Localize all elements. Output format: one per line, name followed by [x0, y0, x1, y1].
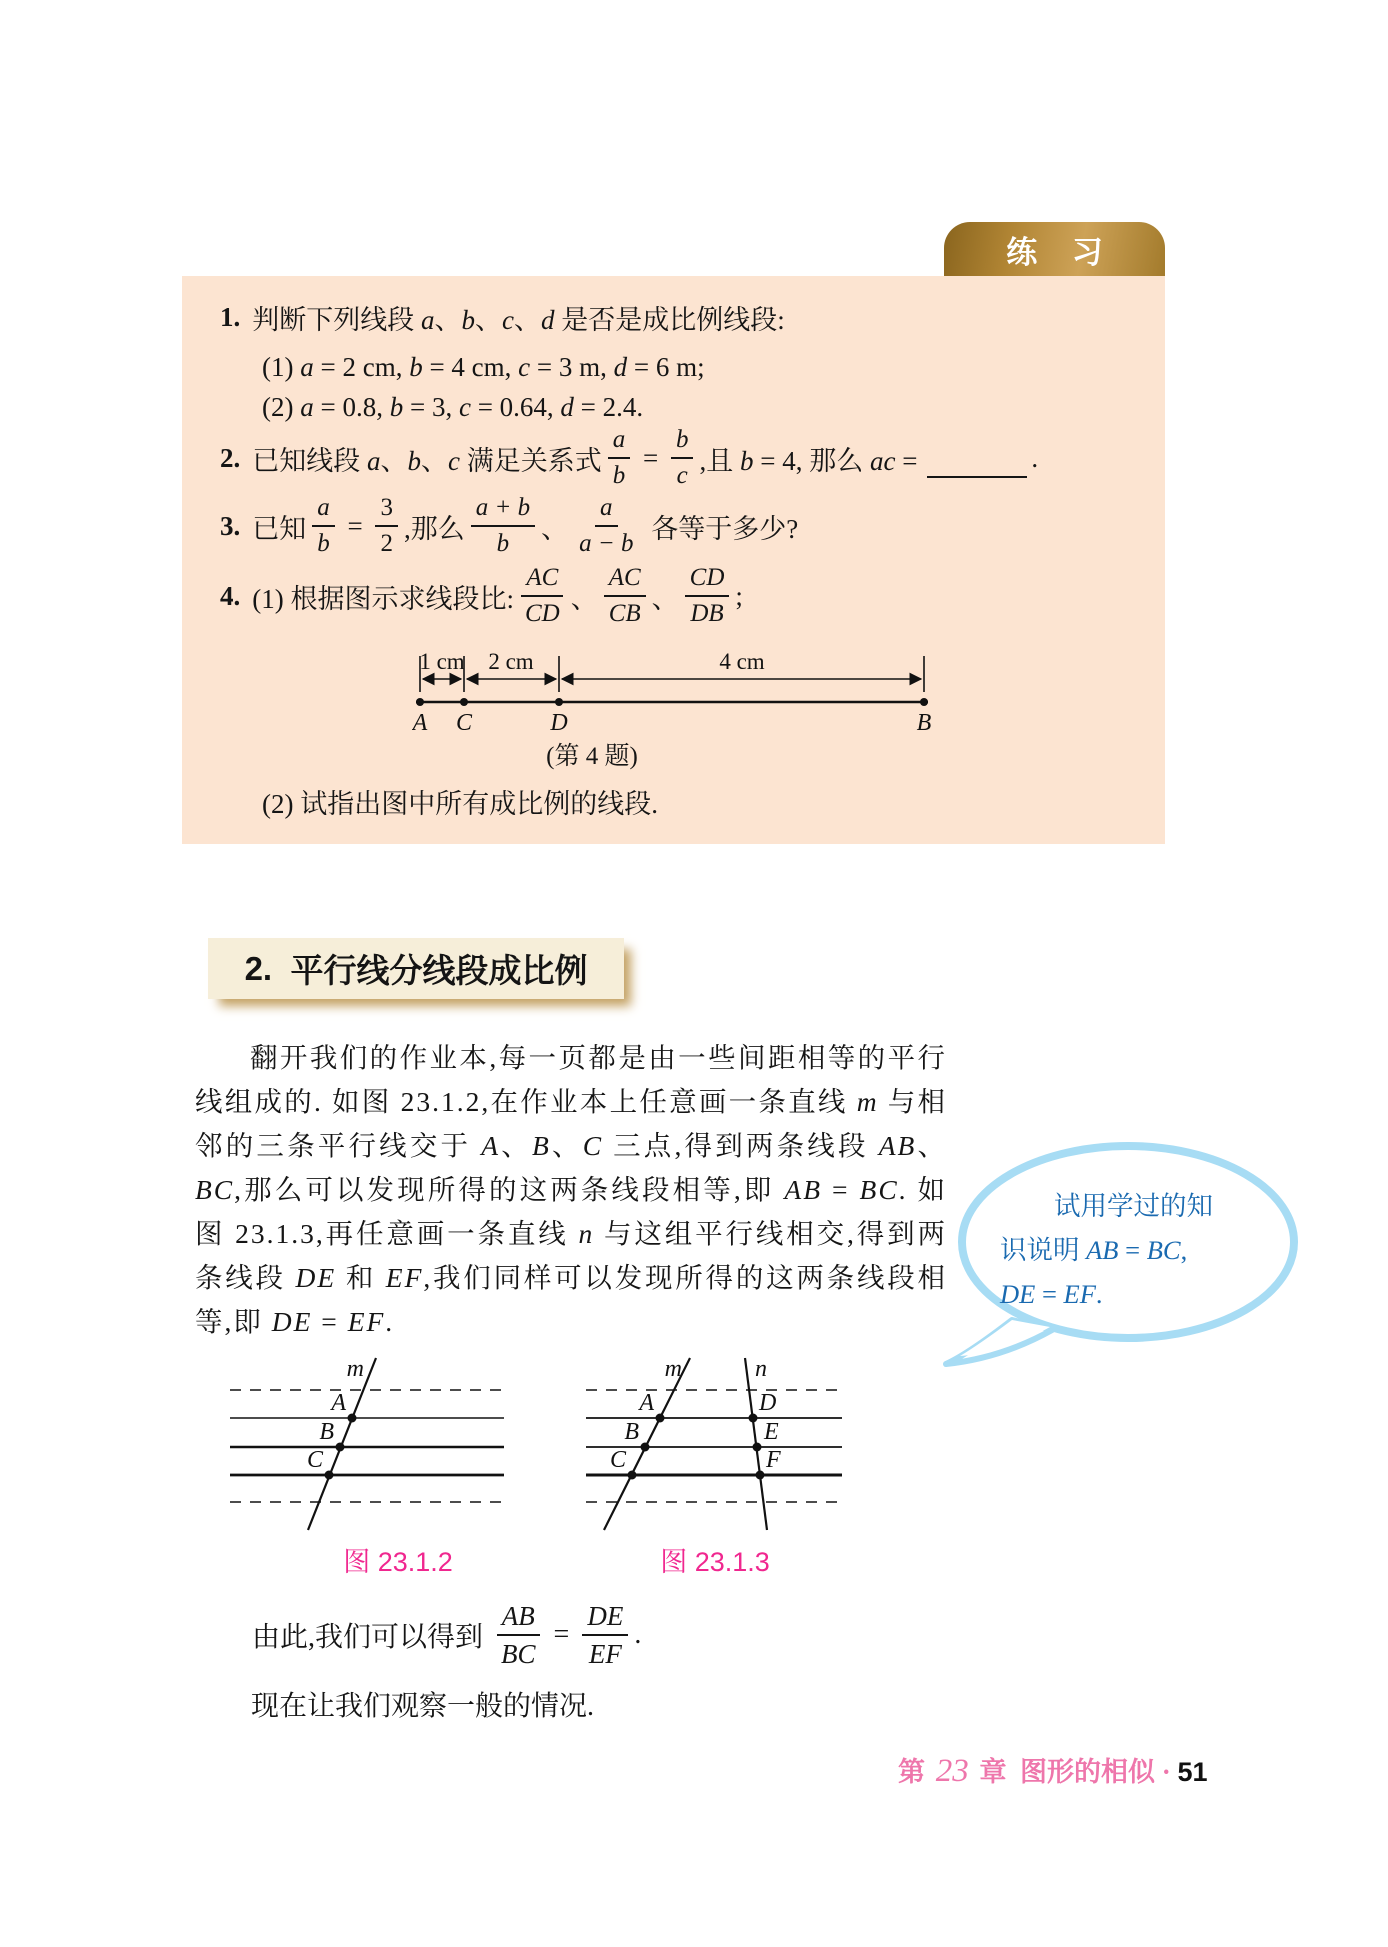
problem-1-item-1 [262, 348, 705, 386]
problem-1-item-1-text: (1) a = 2 cm, b = 4 cm, c = 3 m, d = 6 m; [262, 351, 705, 382]
fraction-a-plus-b-over-b: $\frac{a + b}{b}$ [471, 494, 535, 558]
segment-4cm-label: 4 cm [719, 650, 765, 674]
fraction-CD-over-DB: $\frac{CD}{DB}$ [685, 564, 730, 628]
point-C-label: C [455, 710, 473, 736]
point-D-label: D [759, 1390, 777, 1416]
point-D-label: D [550, 710, 568, 736]
figure-23-1-2 [228, 1350, 510, 1546]
problem-4-number: 4. [220, 580, 241, 611]
point-A-dot [656, 1414, 665, 1423]
problem-4 [220, 552, 743, 640]
point-B-dot [641, 1443, 650, 1452]
point-F-dot [756, 1471, 765, 1480]
fraction-a-over-a-minus-b: $\frac{a}{a - b}$ [579, 494, 634, 557]
bubble-line-2: 识说明 AB = BC, [1000, 1235, 1188, 1265]
fraction-b-over-c: $\frac{b}{c}$ [671, 426, 694, 490]
equals-sign: = [546, 1619, 577, 1650]
line-m-label: m [346, 1356, 364, 1382]
problem-3-text-1: 已知 [252, 513, 307, 544]
bubble-line-3: DE = EF. [1000, 1279, 1103, 1309]
fraction-AC-over-CD: $\frac{AC}{CD}$ [520, 564, 565, 628]
problem-2-text-1: 已知线段 a、b、c 满足关系式 [252, 445, 602, 476]
point-A-label: A [412, 710, 428, 736]
footer-dot: · [1155, 1757, 1178, 1787]
point-E-dot [753, 1443, 762, 1452]
point-C-dot [628, 1471, 637, 1480]
figure-23-1-2-caption: 图 23.1.2 [343, 1547, 453, 1577]
line-n-label: n [755, 1356, 767, 1382]
intro-paragraph: 翻开我们的作业本,每一页都是由一些间距相等的平行线组成的. 如图 23.1.2,在作业本上任意画一条直线 m 与相邻的三条平行线交于 A、B、C 三点,得到两条线段 AB、BC,那么可以发现所得的这两条线段相等,即 AB = BC. 如图 23.1.3,再任意画一条直线 n 与这组平行线相交,得到两条线段 DE 和 EF,我们同样可以发现所得的这两条线段相等,即 DE = EF. [195, 1042, 948, 1337]
point-D-dot [749, 1414, 758, 1423]
point-A-label: A [639, 1390, 654, 1416]
point-B-dot [920, 698, 928, 706]
fraction-a-over-b-2: $\frac{a}{b}$ [312, 494, 335, 558]
point-B-dot [336, 1443, 345, 1452]
problem-4-item-2 [262, 782, 658, 820]
figure-23-1-3 [578, 1350, 850, 1546]
exercise-badge [944, 222, 1165, 277]
problem-1-text: 判断下列线段 a、b、c、d 是否是成比例线段: [252, 304, 785, 335]
point-B-label: B [319, 1419, 334, 1445]
point-F-label: F [766, 1447, 781, 1473]
fraction-DE-over-EF: $\frac{DE}{EF}$ [582, 1601, 628, 1669]
fraction-3-over-2: $\frac{3}{2}$ [375, 494, 398, 558]
chapter-title: 图形的相似 [1006, 1757, 1155, 1787]
figure-4-caption: (第 4 题) [546, 743, 638, 770]
list-comma: 、 [570, 583, 598, 614]
list-comma: 、 [651, 583, 679, 614]
point-A-label: A [331, 1390, 346, 1416]
point-A-dot [416, 698, 424, 706]
conclusion-period: . [634, 1619, 642, 1650]
equals-sign: = [636, 442, 665, 473]
line-m-label: m [664, 1356, 682, 1382]
observe-line: 现在让我们观察一般的情况. [251, 1691, 595, 1722]
point-A-dot [348, 1414, 357, 1423]
problem-2-text-2: ,且 b = 4, 那么 ac = [699, 445, 918, 476]
segment-1cm-label: 1 cm [419, 650, 465, 674]
problem-4-text-2: ; [735, 580, 743, 611]
page-number: 51 [1177, 1757, 1208, 1787]
chapter-suffix: 章 [972, 1757, 1007, 1787]
section-number: 2. [244, 949, 273, 987]
fraction-AC-over-CB: $\frac{AC}{CB}$ [604, 564, 646, 628]
point-C-label: C [609, 1447, 626, 1473]
exercise-badge-label: 练 习 [1006, 235, 1103, 270]
segment-2cm-label: 2 cm [488, 650, 534, 674]
page-footer [898, 1750, 1208, 1790]
chapter-number: 23 [935, 1753, 969, 1789]
point-B-label: B [916, 710, 932, 736]
equals-sign: = [340, 510, 370, 541]
point-B-label: B [624, 1419, 639, 1445]
hint-bubble-text [1000, 1184, 1258, 1316]
bubble-line-1: 试用学过的知 [1054, 1191, 1213, 1221]
point-C-dot [460, 698, 468, 706]
problem-3-text-2: ,那么 [403, 513, 465, 544]
point-C-label: C [306, 1447, 323, 1473]
chapter-prefix: 第 [898, 1757, 932, 1787]
fraction-AB-over-BC: $\frac{AB}{BC}$ [496, 1601, 541, 1669]
answer-blank-line [927, 452, 1027, 478]
conclusion-line [195, 1598, 641, 1672]
problem-1-item-2-text: (2) a = 0.8, b = 3, c = 0.64, d = 2.4. [262, 391, 644, 422]
problem-1-number: 1. [220, 301, 241, 332]
problem-3-text-3: 各等于多少? [644, 513, 799, 544]
exercise-panel [182, 276, 1165, 844]
problem-3-number: 3. [220, 510, 241, 541]
point-C-dot [325, 1471, 334, 1480]
problem-4-item-2-text: (2) 试指出图中所有成比例的线段. [262, 788, 658, 819]
list-comma: 、 [541, 513, 569, 544]
point-D-dot [555, 698, 563, 706]
problem-2-text-3: . [1031, 442, 1039, 473]
problem-2-number: 2. [220, 442, 241, 473]
fraction-a-over-b: $\frac{a}{b}$ [608, 426, 631, 490]
section-title: 平行线分线段成比例 [290, 952, 588, 989]
conclusion-text: 由此,我们可以得到 [252, 1622, 491, 1653]
point-E-label: E [764, 1419, 779, 1445]
problem-1 [220, 298, 785, 336]
section-heading [208, 938, 624, 999]
problem-4-text-1: (1) 根据图示求线段比: [252, 583, 514, 614]
segment-figure [412, 650, 934, 740]
figure-23-1-3-caption: 图 23.1.3 [660, 1547, 770, 1577]
